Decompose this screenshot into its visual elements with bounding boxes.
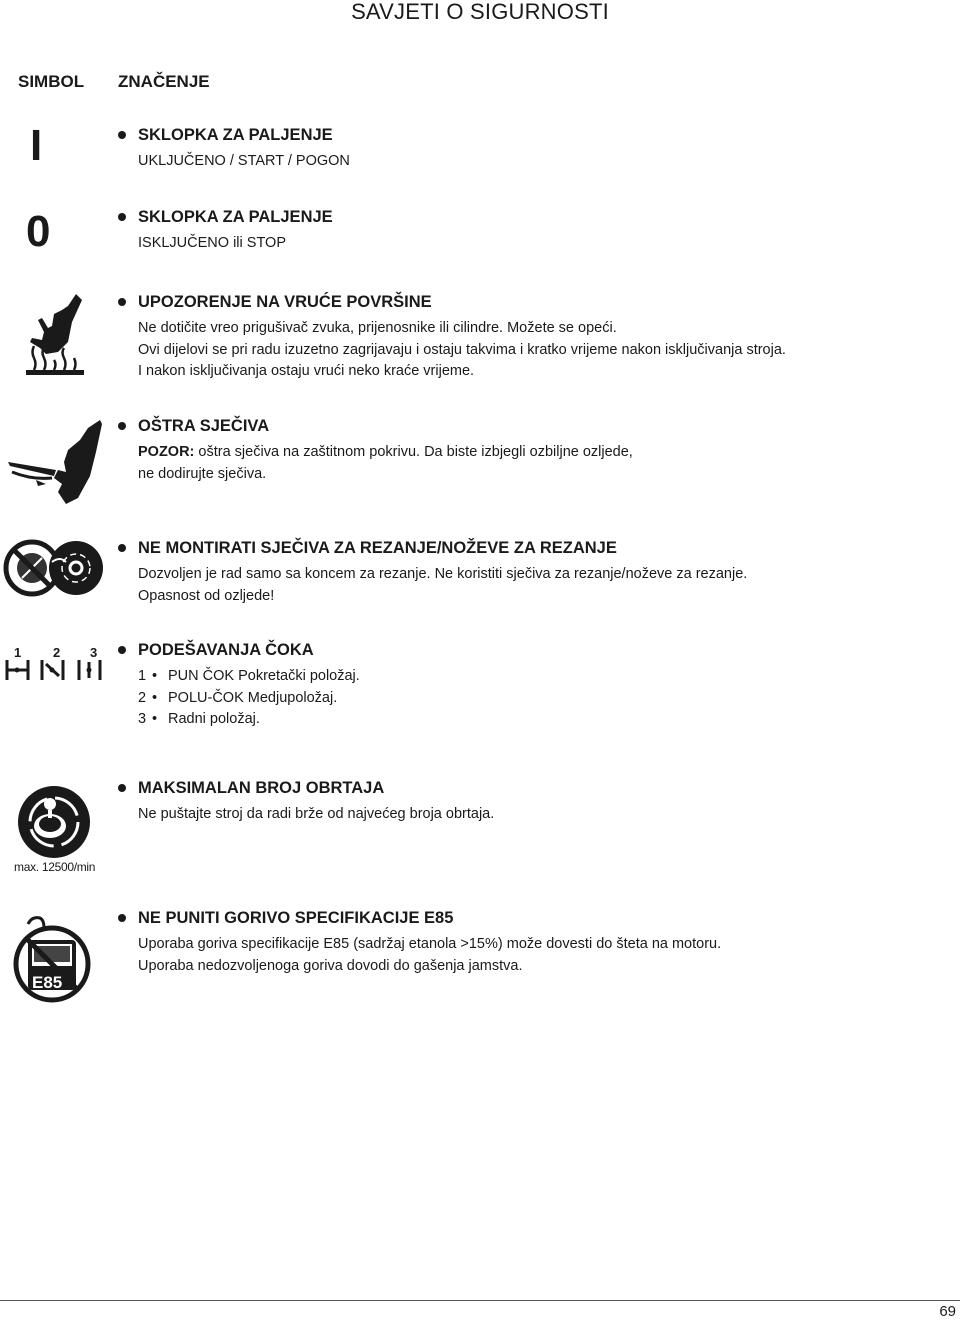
item-body xyxy=(138,804,494,826)
symbol-on: I xyxy=(30,121,43,170)
choke-level: 3 • Radni položaj. xyxy=(138,709,360,731)
item-line: UKLJUČENO / START / POGON xyxy=(138,153,350,169)
max-rpm-icon xyxy=(14,782,94,867)
item-title: NE MONTIRATI SJEČIVA ZA REZANJE/NOŽEVE ZA REZANJE xyxy=(138,539,617,557)
item-line: ne dodirujte sječiva. xyxy=(138,465,267,482)
bullet xyxy=(118,213,126,221)
bullet xyxy=(118,914,126,922)
item-title: OŠTRA SJEČIVA xyxy=(138,417,270,435)
item-line: Ne puštajte stroj da radi brže od najvećeg broja obrtaja. xyxy=(138,806,495,822)
level-number: 3 xyxy=(138,711,147,727)
bullet xyxy=(118,131,126,139)
choke-positions-icon xyxy=(4,644,106,689)
item-line: Ovi dijelovi se pri radu izuzetno zagrijavaju i ostaju takvima i kratko vrijeme nakon isključivanja stroja. xyxy=(138,341,786,358)
item-title: SKLOPKA ZA PALJENJE xyxy=(138,208,333,226)
item-line: Dozvoljen je rad samo sa koncem za rezanje. Ne koristiti sječiva za rezanje/noževe za rezanje. xyxy=(138,566,748,582)
item-title: PODEŠAVANJA ČOKA xyxy=(138,641,314,659)
choke-level: 2 • POLU-ČOK Medjupoložaj. xyxy=(138,688,360,710)
item-title: UPOZORENJE NA VRUĆE POVRŠINE xyxy=(138,293,432,311)
no-cutting-blades-icon xyxy=(2,538,104,605)
footer-divider xyxy=(0,1300,960,1301)
item-body xyxy=(138,233,286,255)
item-line: Opasnost od ozljede! xyxy=(138,587,275,604)
item-line: Ne dotičite vreo prigušivač zvuka, prijenosnike ili cilindre. Možete se opeći. xyxy=(138,320,617,336)
item-body xyxy=(138,442,633,485)
choke-label-2: 2 xyxy=(53,645,61,660)
level-text: Radni položaj. xyxy=(168,711,260,727)
bullet xyxy=(118,646,126,654)
item-body xyxy=(138,151,350,173)
warning-prefix: POZOR: xyxy=(138,444,195,460)
symbol-off: 0 xyxy=(26,207,51,256)
level-text: PUN ČOK Pokretački položaj. xyxy=(168,668,360,684)
item-body xyxy=(138,564,747,607)
item-line: Uporaba goriva specifikacije E85 (sadržaj etanola >15%) može dovesti do šteta na motoru. xyxy=(138,936,722,952)
item-line: Uporaba nedozvoljenoga goriva dovodi do gašenja jamstva. xyxy=(138,957,523,974)
item-title: NE PUNITI GORIVO SPECIFIKACIJE E85 xyxy=(138,909,454,927)
bullet xyxy=(118,298,126,306)
column-header-symbol: SIMBOL xyxy=(18,72,85,91)
item-body xyxy=(138,934,721,977)
bullet xyxy=(118,784,126,792)
item-line xyxy=(138,442,633,464)
item-title: SKLOPKA ZA PALJENJE xyxy=(138,126,333,144)
column-header-meaning: ZNAČENJE xyxy=(118,72,210,91)
item-body xyxy=(138,318,786,383)
choke-level: 1 • PUN ČOK Pokretački položaj. xyxy=(138,666,360,688)
bullet xyxy=(118,544,126,552)
page-number: 69 xyxy=(939,1303,956,1320)
level-number: 2 xyxy=(138,689,147,706)
bullet xyxy=(118,422,126,430)
item-body xyxy=(138,666,360,731)
choke-label-3: 3 xyxy=(90,645,98,660)
item-line: ISKLJUČENO ili STOP xyxy=(138,235,286,251)
hot-surface-warning-icon xyxy=(24,292,86,383)
choke-label-1: 1 xyxy=(14,645,22,660)
item-line: I nakon isključivanja ostaju vrući neko kraće vrijeme. xyxy=(138,363,475,379)
max-rpm-caption: max. 12500/min xyxy=(14,860,96,874)
page-title: SAVJETI O SIGURNOSTI xyxy=(351,0,609,24)
e85-label: E85 xyxy=(32,973,63,992)
level-number: 1 xyxy=(138,668,147,684)
sharp-blade-hand-icon xyxy=(6,418,104,511)
level-text: POLU-ČOK Medjupoložaj. xyxy=(168,689,338,706)
no-e85-fuel-icon xyxy=(10,914,94,1011)
item-title: MAKSIMALAN BROJ OBRTAJA xyxy=(138,779,385,797)
item-line-text: oštra sječiva na zaštitnom pokrivu. Da biste izbjegli ozbiljne ozljede, xyxy=(194,444,633,460)
